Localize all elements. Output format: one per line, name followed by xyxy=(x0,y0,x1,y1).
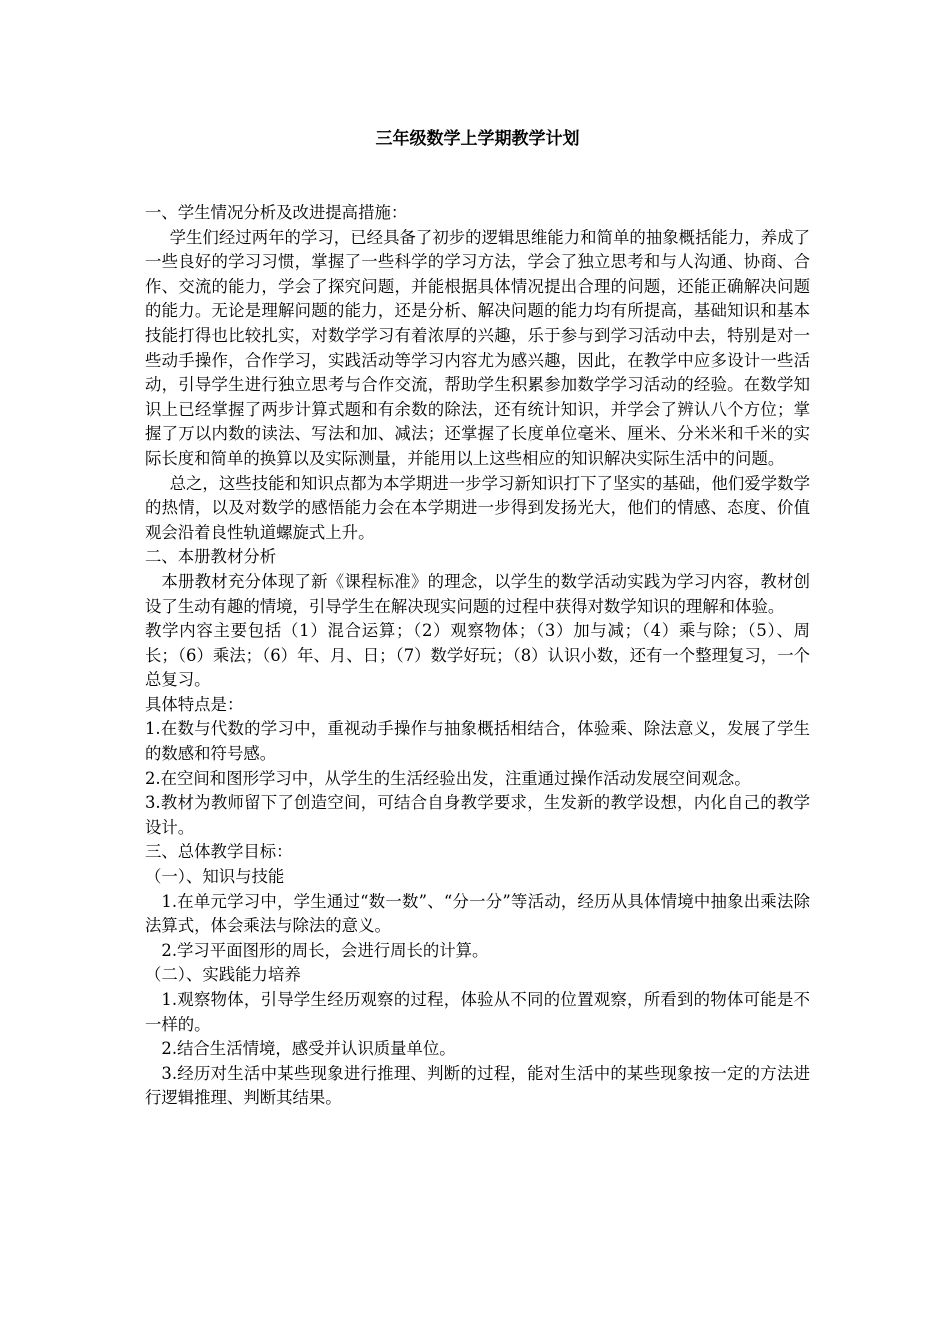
paragraph: 具体特点是： xyxy=(145,694,244,714)
paragraph: 学生们经过两年的学习，已经具备了初步的逻辑思维能力和简单的抽象概括能力，养成了一些良好的学习习惯，掌握了一些科学的学习方法，学会了独立思考和与人沟通、协商、合作、交流的能力，学会了探究问题，并能根据具体情况提出合理的问题，还能正确解决问题的能力。无论是理解问题的能力，还是分析、解决问题的能力均有所提高，基础知识和基本技能打得也比较扎实，对数学学习有着浓厚的兴趣，乐于参与到学习活动中去，特别是对一些动手操作，合作学习，实践活动等学习内容尤为感兴趣，因此，在教学中应多设计一些活动，引导学生进行独立思考与合作交流，帮助学生积累参加数学学习活动的经验。在数学知识上已经掌握了两步计算式题和有余数的除法，还有统计知识，并学会了辨认八个方位；掌握了万以内数的读法、写法和加、减法；还掌握了长度单位毫米、厘米、分米米和千米的实际长度和简单的换算以及实际测量，并能用以上这些相应的知识解决实际生活中的问题。 xyxy=(145,227,810,468)
list-item: 3.教材为教师留下了创造空间，可结合自身教学要求，生发新的教学设想，内化自己的教学设计。 xyxy=(145,793,810,837)
paragraph: 总之，这些技能和知识点都为本学期进一步学习新知识打下了坚实的基础，他们爱学数学的热情，以及对数学的感悟能力会在本学期进一步得到发扬光大，他们的情感、态度、价值观会沿着良性轨道螺旋式上升。 xyxy=(145,473,810,542)
subsection-heading: （二）、实践能力培养 xyxy=(145,965,301,985)
section-heading: 二、本册教材分析 xyxy=(145,547,277,567)
paragraph: 本册教材充分体现了新《课程标准》的理念，以学生的数学活动实践为学习内容，教材创设了生动有趣的情境，引导学生在解决现实问题的过程中获得对数学知识的理解和体验。 xyxy=(145,571,810,616)
list-item: 1.在单元学习中，学生通过“数一数”、“分一分”等活动，经历从具体情境中抽象出乘法除法算式，体会乘法与除法的意义。 xyxy=(145,891,810,936)
list-item: 2.在空间和图形学习中，从学生的生活经验出发，注重通过操作活动发展空间观念。 xyxy=(145,768,751,788)
subsection-heading: （一）、知识与技能 xyxy=(145,867,285,887)
list-item: 1.在数与代数的学习中，重视动手操作与抽象概括相结合，体验乘、除法意义，发展了学生的数感和符号感。 xyxy=(145,719,810,764)
list-item: 2.学习平面图形的周长，会进行周长的计算。 xyxy=(161,940,489,960)
list-item: 1.观察物体，引导学生经历观察的过程，体验从不同的位置观察，所看到的物体可能是不一样的。 xyxy=(145,990,810,1034)
paragraph: 教学内容主要包括（1）混合运算；（2）观察物体；（3）加与减；（4）乘与除；（5）、周长；（6）乘法；（6）年、月、日；（7）数学好玩；（8）认识小数，还有一个整理复习，一个总复习。 xyxy=(145,621,810,690)
section-heading: 一、学生情况分析及改进提高措施： xyxy=(145,203,408,222)
list-item: 3.经历对生活中某些现象进行推理、判断的过程，能对生活中的某些现象按一定的方法进行逻辑推理、判断其结果。 xyxy=(145,1063,810,1108)
section-heading: 三、总体教学目标： xyxy=(145,842,293,862)
document-body xyxy=(145,201,810,1111)
document-title: 三年级数学上学期教学计划 xyxy=(375,129,580,149)
list-item: 2.结合生活情境，感受并认识质量单位。 xyxy=(161,1039,456,1059)
